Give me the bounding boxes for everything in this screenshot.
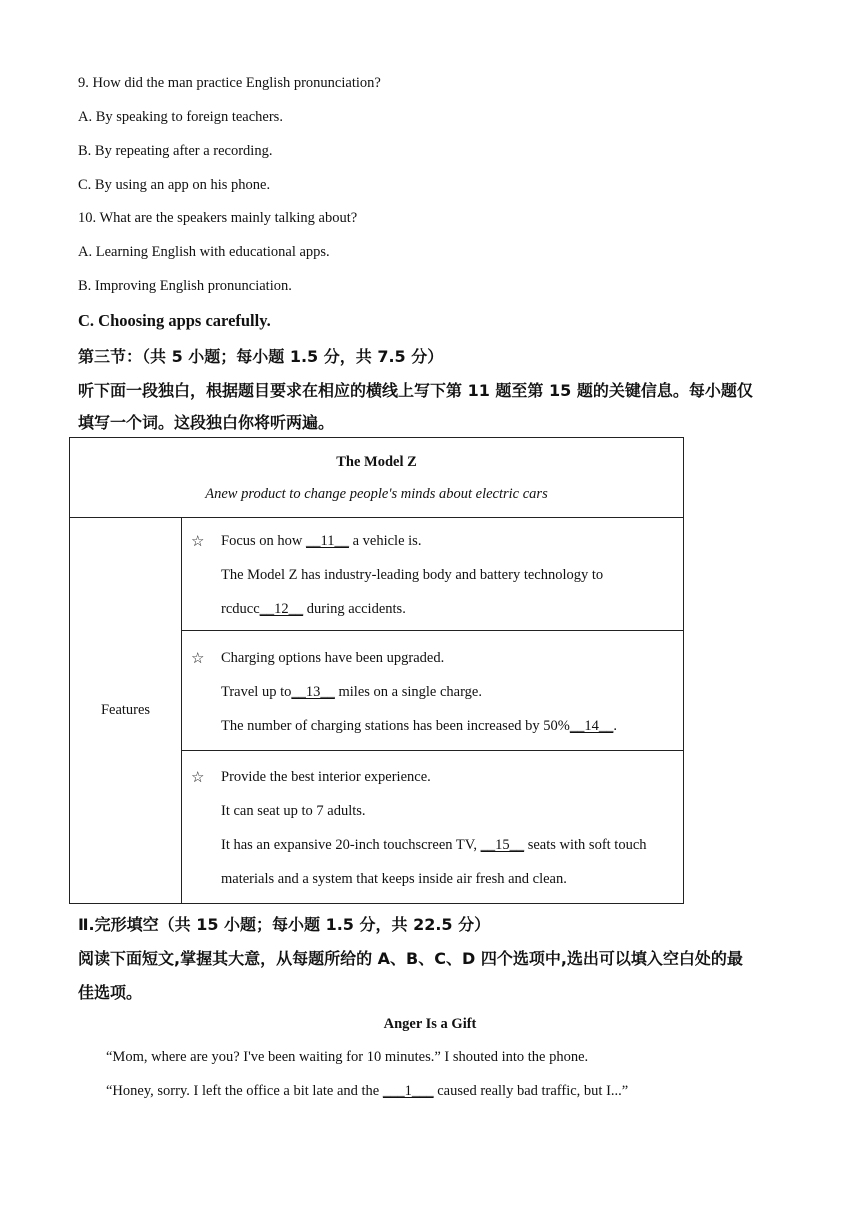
option-9c: C. By using an app on his phone. (78, 177, 271, 193)
features-label: Features (70, 518, 182, 904)
star-icon: ☆ (191, 651, 205, 667)
feature-line: The Model Z has industry-leading body and battery technology to (221, 567, 604, 583)
blank-12[interactable]: __12__ (259, 601, 304, 617)
part2-heading: Ⅱ.完形填空（共 15 小题；每小题 1.5 分，共 22.5 分） (78, 915, 491, 934)
feature-row-interior (182, 751, 684, 904)
feature-line: Provide the best interior experience. (221, 769, 431, 785)
feature-line: Travel up to__13__ miles on a single charge. (221, 684, 482, 700)
passage-paragraph-2: “Honey, sorry. I left the office a bit late and the ___1___ caused really bad traffic, but I...” (106, 1083, 629, 1099)
star-icon: ☆ (191, 770, 205, 786)
blank-14[interactable]: __14__ (569, 718, 614, 734)
feature-line: The number of charging stations has been increased by 50%__14__. (221, 718, 617, 734)
option-10a: A. Learning English with educational apps. (78, 244, 330, 260)
table-title-cell (70, 438, 684, 518)
feature-line: It can seat up to 7 adults. (221, 803, 366, 819)
feature-line: Charging options have been upgraded. (221, 650, 445, 666)
option-9b: B. By repeating after a recording. (78, 143, 273, 159)
section3-instructions-2: 填写一个词。这段独白你将听两遍。 (78, 413, 335, 432)
blank-13[interactable]: __13__ (291, 684, 335, 700)
section3-heading: 第三节：（共 5 小题；每小题 1.5 分，共 7.5 分） (78, 347, 444, 366)
blank-11[interactable]: __11__ (306, 533, 349, 549)
option-10c: C. Choosing apps carefully. (78, 311, 271, 330)
option-10b: B. Improving English pronunciation. (78, 278, 292, 294)
question-9: 9. How did the man practice English pronunciation? (78, 75, 381, 91)
section3-instructions-1: 听下面一段独白，根据题目要求在相应的横线上写下第 11 题至第 15 题的关键信息。每小题仅 (78, 381, 753, 400)
feature-line: materials and a system that keeps inside air fresh and clean. (221, 871, 567, 887)
question-10: 10. What are the speakers mainly talking about? (78, 210, 358, 226)
model-z-table (69, 437, 684, 904)
star-icon: ☆ (191, 534, 205, 550)
feature-row-charging (182, 631, 684, 751)
feature-line: rcducc__12__ during accidents. (221, 601, 406, 617)
part2-instructions-2: 佳选项。 (78, 983, 143, 1002)
feature-line: Focus on how __11__ a vehicle is. (221, 533, 422, 549)
table-subtitle: Anew product to change people's minds about electric cars (205, 486, 548, 502)
blank-15[interactable]: __15__ (480, 837, 525, 853)
feature-line: It has an expansive 20-inch touchscreen TV, __15__ seats with soft touch (221, 837, 647, 853)
part2-instructions-1: 阅读下面短文,掌握其大意，从每题所给的 A、B、C、D 四个选项中,选出可以填入空白处的最 (78, 949, 743, 968)
option-9a: A. By speaking to foreign teachers. (78, 109, 283, 125)
blank-1[interactable]: ___1___ (382, 1083, 434, 1099)
passage-paragraph-1: “Mom, where are you? I've been waiting for 10 minutes.” I shouted into the phone. (106, 1049, 589, 1065)
table-title: The Model Z (336, 454, 417, 470)
feature-row-safety (182, 518, 684, 631)
passage-title: Anger Is a Gift (383, 1016, 477, 1032)
